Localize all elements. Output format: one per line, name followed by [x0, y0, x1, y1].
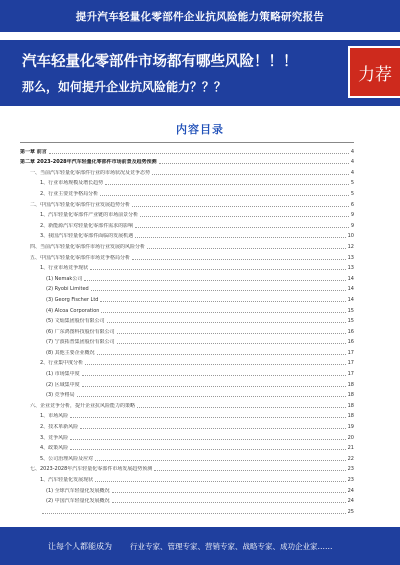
toc-entry[interactable]	[20, 451, 354, 462]
toc-entry[interactable]	[20, 419, 354, 430]
toc-divider	[20, 142, 354, 143]
toc-entry-title: (2) 区域集中度	[46, 381, 80, 388]
toc-entry[interactable]	[20, 441, 354, 452]
toc-leader-dots	[85, 364, 345, 365]
toc-entry[interactable]	[20, 292, 354, 303]
toc-entry-page: 5	[350, 190, 354, 197]
toc-entry[interactable]	[20, 398, 354, 409]
toc-entry[interactable]	[20, 366, 354, 377]
toc-leader-dots	[91, 290, 346, 291]
table-of-contents	[20, 144, 354, 515]
toc-entry[interactable]	[20, 218, 354, 229]
recommend-badge: 力荐	[348, 46, 400, 98]
toc-leader-dots	[117, 343, 346, 344]
toc-leader-dots	[107, 322, 346, 323]
toc-leader-dots	[137, 407, 346, 408]
toc-entry-title: 3、我国汽车轻量化零部件面临的发展机遇	[40, 233, 134, 240]
toc-leader-dots	[112, 492, 346, 493]
toc-entry-page: 25	[347, 508, 354, 515]
toc-entry-title: (2) Ryobi Limited	[46, 286, 89, 293]
toc-entry-page: 4	[350, 169, 354, 176]
toc-entry[interactable]	[20, 356, 354, 367]
toc-leader-dots	[80, 428, 345, 429]
toc-entry[interactable]	[20, 430, 354, 441]
toc-entry[interactable]	[20, 409, 354, 420]
toc-leader-dots	[132, 206, 349, 207]
toc-leader-dots	[105, 184, 349, 185]
toc-entry-page: 17	[347, 371, 354, 378]
toc-entry-page: 16	[347, 339, 354, 346]
toc-leader-dots	[135, 227, 349, 228]
hero-question-1: 汽车轻量化零部件市场都有哪些风险！！！	[22, 54, 298, 70]
toc-leader-dots	[84, 280, 345, 281]
toc-leader-dots	[95, 460, 345, 461]
toc-entry-title: (6) 广东鸿图科技股份有限公司	[46, 328, 115, 335]
toc-entry[interactable]	[20, 282, 354, 293]
toc-leader-dots	[95, 481, 345, 482]
toc-entry[interactable]	[20, 324, 354, 335]
toc-entry-page: 24	[347, 487, 354, 494]
toc-entry-page: 14	[347, 296, 354, 303]
toc-entry-page: 18	[347, 402, 354, 409]
toc-entry[interactable]	[20, 472, 354, 483]
toc-leader-dots	[90, 269, 345, 270]
toc-entry-title: (8) 其他主要企业概况	[46, 349, 95, 356]
toc-leader-dots	[70, 449, 345, 450]
toc-entry-page: 19	[347, 424, 354, 431]
toc-leader-dots	[140, 216, 349, 217]
toc-entry[interactable]	[20, 176, 354, 187]
toc-entry[interactable]	[20, 335, 354, 346]
toc-entry[interactable]	[20, 314, 354, 325]
toc-entry-page: 15	[347, 318, 354, 325]
toc-entry[interactable]	[20, 165, 354, 176]
toc-leader-dots	[100, 195, 349, 196]
toc-entry-page: 24	[347, 498, 354, 505]
toc-leader-dots	[152, 174, 349, 175]
toc-entry-title: 2、行业集中度分析	[40, 360, 84, 367]
toc-entry[interactable]	[20, 388, 354, 399]
toc-leader-dots	[132, 259, 346, 260]
toc-entry[interactable]	[20, 462, 354, 473]
toc-title: 内容目录	[176, 123, 224, 136]
toc-entry-title: 七、2023-2028年汽车轻量化零部件市场发展趋势预测	[30, 466, 153, 473]
toc-entry-page: 23	[347, 466, 354, 473]
toc-entry-page: 18	[347, 381, 354, 388]
report-header-bar	[0, 0, 400, 32]
toc-entry-page: 13	[347, 254, 354, 261]
toc-entry-title: 2、技术革新风险	[40, 424, 79, 431]
toc-entry[interactable]	[20, 239, 354, 250]
hero-question-2: 那么，如何提升企业抗风险能力？？？	[22, 80, 227, 94]
hero-banner	[0, 40, 400, 106]
toc-entry-page: 23	[347, 477, 354, 483]
toc-entry-title: 第一章 前言	[20, 148, 47, 155]
toc-entry-page: 4	[350, 148, 354, 155]
toc-entry-title: 1、市场风险	[40, 413, 69, 420]
toc-entry-page: 6	[350, 201, 354, 208]
toc-entry-title: 1、汽车轻量化零部件产业链的市场前景分析	[40, 212, 139, 219]
toc-leader-dots	[70, 439, 345, 440]
toc-entry-title: 1、行业市场竞争现状	[40, 265, 89, 272]
toc-leader-dots	[82, 386, 346, 387]
toc-entry-page: 18	[347, 392, 354, 399]
toc-entry[interactable]	[20, 250, 354, 261]
toc-entry-title: 六、企业竞争分析，提升企业抗风险能力的策略	[30, 402, 136, 409]
footer-roles: 行业专家、管理专家、营销专家、战略专家、成功企业家……	[130, 542, 333, 551]
toc-leader-dots	[97, 354, 346, 355]
toc-entry-page: 14	[347, 275, 354, 282]
toc-entry-page: 5	[350, 180, 354, 187]
toc-entry-title: (4) Alcoa Corporation	[46, 307, 100, 314]
toc-entry-page: 15	[347, 307, 354, 314]
toc-entry-title: 1、行业市场规模及增长趋势	[40, 180, 104, 187]
toc-entry-title: (7) 宁波拓普集团股份有限公司	[46, 339, 115, 346]
toc-leader-dots	[112, 502, 346, 503]
toc-entry[interactable]	[20, 186, 354, 197]
toc-entry-title: (5) 文灿集团股份有限公司	[46, 318, 105, 325]
toc-entry-title: (3) Georg Fischer Ltd	[46, 296, 99, 303]
footer-bar	[0, 527, 400, 565]
toc-entry[interactable]	[20, 197, 354, 208]
toc-entry-title: 2、新能源汽车对轻量化零部件需求的影响	[40, 222, 134, 229]
toc-entry-page: 14	[347, 286, 354, 293]
toc-entry[interactable]	[20, 155, 354, 166]
toc-entry-page: 20	[347, 434, 354, 441]
toc-entry-page: 21	[347, 445, 354, 452]
toc-entry-page: 18	[347, 413, 354, 420]
toc-entry-title: (2) 中国汽车轻量化发展概况	[46, 498, 110, 505]
toc-entry-title: 五、中国汽车轻量化零部件市场竞争格局分析	[30, 254, 131, 261]
toc-leader-dots	[77, 396, 346, 397]
toc-entry-page: 17	[347, 360, 354, 367]
toc-entry-page: 10	[347, 233, 354, 240]
toc-entry[interactable]	[20, 271, 354, 282]
toc-entry-title: 2、行业主要竞争格局分析	[40, 190, 99, 197]
toc-leader-dots	[159, 163, 349, 164]
toc-entry-title: (1) Nemak公司	[46, 275, 83, 282]
toc-entry[interactable]	[20, 494, 354, 505]
toc-leader-dots	[42, 513, 346, 514]
report-title: 提升汽车轻量化零部件企业抗风险能力策略研究报告	[75, 10, 325, 23]
toc-entry-title: 四、当前汽车轻量化零部件市场行业发展的风险分析	[30, 243, 146, 250]
toc-entry-title: 4、政策风险	[40, 445, 69, 452]
toc-entry-title: (3) 竞争格局	[46, 392, 75, 399]
toc-leader-dots	[135, 237, 345, 238]
toc-leader-dots	[70, 417, 345, 418]
toc-entry-page: 9	[350, 222, 354, 229]
toc-leader-dots	[147, 248, 346, 249]
toc-entry-title: 二、中国汽车轻量化零部件行业发展趋势分析	[30, 201, 131, 208]
toc-entry[interactable]	[20, 303, 354, 314]
toc-entry-page: 9	[350, 212, 354, 219]
toc-entry-page: 13	[347, 265, 354, 272]
toc-entry[interactable]	[20, 229, 354, 240]
toc-entry-title: 5、公司治理风险及应对	[40, 455, 94, 462]
toc-entry[interactable]	[20, 261, 354, 272]
toc-entry[interactable]	[20, 483, 354, 494]
toc-leader-dots	[49, 153, 349, 154]
toc-entry-title: 第二章 2023-2028年汽车轻量化零部件市场前景及趋势预测	[20, 159, 157, 166]
toc-entry-page: 17	[347, 349, 354, 356]
toc-leader-dots	[154, 470, 345, 471]
toc-entry[interactable]	[20, 504, 354, 515]
toc-leader-dots	[101, 312, 345, 313]
toc-entry[interactable]	[20, 208, 354, 219]
toc-entry[interactable]	[20, 144, 354, 155]
toc-entry-page: 16	[347, 328, 354, 335]
toc-entry-page: 22	[347, 455, 354, 462]
footer-motto: 让每个人都能成为	[48, 542, 112, 551]
toc-entry[interactable]	[20, 345, 354, 356]
toc-entry-page: 4	[350, 159, 354, 166]
toc-entry[interactable]	[20, 377, 354, 388]
toc-leader-dots	[117, 333, 346, 334]
toc-leader-dots	[82, 375, 346, 376]
toc-leader-dots	[100, 301, 345, 302]
toc-entry-title: 1、汽车轻量化发展现状	[40, 477, 94, 483]
toc-entry-title: 3、竞争风险	[40, 434, 69, 441]
toc-entry-title: (1) 市场集中度	[46, 371, 80, 378]
toc-entry-title: (1) 全球汽车轻量化发展概况	[46, 487, 110, 494]
toc-entry-title: 一、当前汽车轻量化零部件行业的市场状况及竞争态势	[30, 169, 151, 176]
toc-entry-page: 12	[347, 243, 354, 250]
